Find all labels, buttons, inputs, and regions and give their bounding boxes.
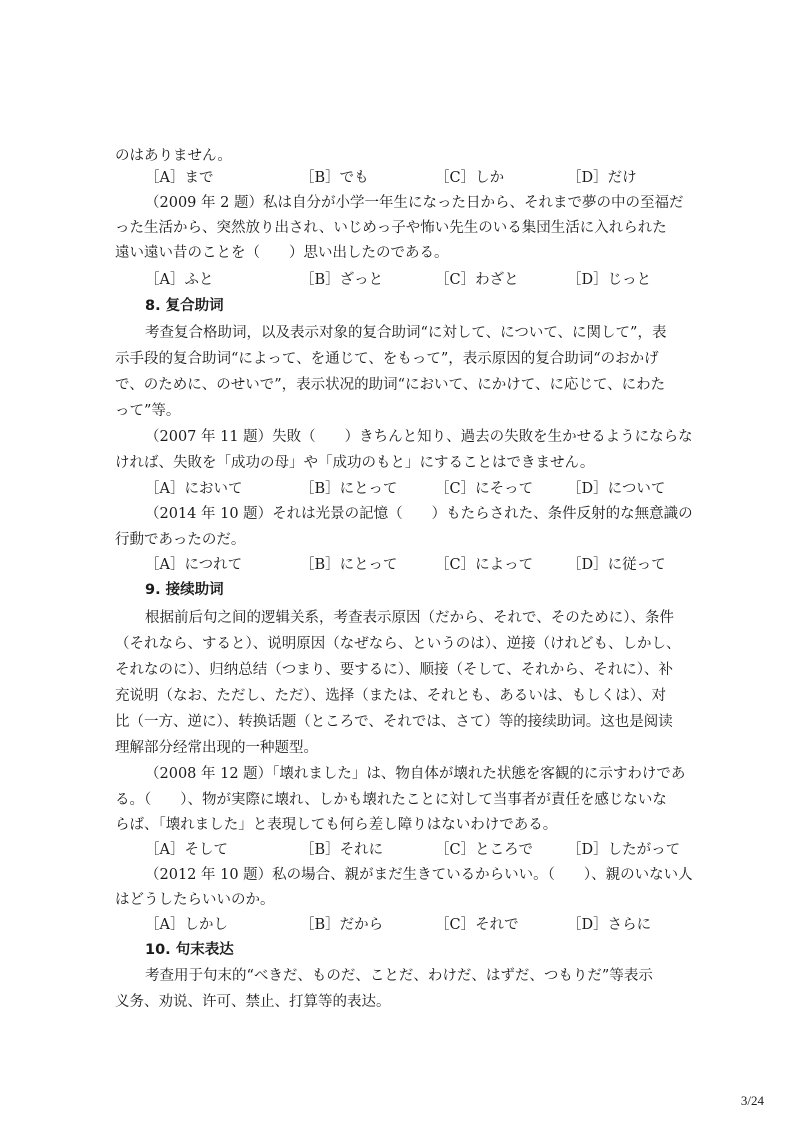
- paragraph-text: って”等。: [115, 403, 181, 419]
- text-line: のはありません。: [115, 148, 232, 164]
- question-text: らば、「壊れました」と表現しても何ら差し障りはないわけである。: [115, 817, 558, 833]
- question-text: ければ、失敗を「成功の母」や「成功のもと」にすることはできません。: [115, 455, 595, 471]
- option-b: ［B］にとって: [300, 481, 398, 497]
- option-d: ［D］について: [567, 481, 666, 497]
- section-heading: 9. 接续助词: [145, 582, 224, 598]
- question-text: 遠い遠い昔のことを（ ）思い出したのである。: [115, 245, 449, 261]
- page-number: 3/24: [740, 1093, 764, 1108]
- option-a: ［A］ふと: [145, 272, 214, 288]
- option-a: ［A］において: [145, 481, 243, 497]
- question-text: （2009 年 2 题）私は自分が小学一年生になった日から、それまで夢の中の至福だ: [145, 195, 684, 211]
- section-heading: 10. 句末表达: [145, 942, 234, 958]
- option-d: ［D］だけ: [567, 170, 637, 186]
- paragraph-text: 考查复合格助词，以及表示对象的复合助词“に対して、について、に関して”，表: [145, 325, 667, 341]
- question-text: （2007 年 11 题）失敗（ ）きちんと知り、過去の失敗を生かせるようにならな: [145, 429, 693, 445]
- paragraph-text: 理解部分经常出现的一种题型。: [115, 740, 318, 756]
- option-a: ［A］しかし: [145, 917, 228, 933]
- option-a: ［A］につれて: [145, 557, 243, 573]
- paragraph-text: 示手段的复合助词“によって、を通じて、をもって”，表示原因的复合助词“のおかげ: [115, 351, 659, 367]
- option-b: ［B］ざっと: [300, 272, 384, 288]
- option-c: ［C］ところで: [435, 842, 533, 858]
- option-b: ［B］それに: [300, 842, 384, 858]
- paragraph-text: 义务、劝说、许可、禁止、打算等的表达。: [115, 994, 391, 1010]
- question-text: （2012 年 10 题）私の場合、親がまだ生きているからいい。（ ）、親のいない人: [145, 867, 693, 883]
- answer-options: [145, 915, 705, 935]
- option-d: ［D］さらに: [567, 917, 652, 933]
- answer-options: [145, 840, 705, 860]
- paragraph-text: （それなら、すると）、说明原因（なぜなら、というのは）、逆接（けれども、しかし、: [115, 636, 681, 652]
- option-c: ［C］しか: [435, 170, 505, 186]
- answer-options: [145, 555, 705, 575]
- section-heading: 8. 复合助词: [145, 298, 224, 314]
- question-text: （2008 年 12 题）「壊れました」は、物自体が壊れた状態を客観的に示すわけであ: [145, 766, 686, 782]
- paragraph-text: 根据前后句之间的逻辑关系，考查表示原因（だから、それで、そのために）、条件: [145, 610, 674, 626]
- paragraph-text: 考查用于句末的“べきだ、ものだ、ことだ、わけだ、はずだ、つもりだ”等表示: [145, 968, 653, 984]
- paragraph-text: で、のために、のせいで”，表示状况的助词“において、にかけて、に応じて、にわた: [115, 377, 666, 393]
- paragraph-text: 比（一方、逆に）、转换话题（ところで、それでは、さて）等的接续助词。这也是阅读: [115, 714, 673, 730]
- option-b: ［B］にとって: [300, 557, 398, 573]
- option-c: ［C］によって: [435, 557, 534, 573]
- question-text: る。（ ）、物が実際に壊れ、しかも壊れたことに対して当事者が責任を感じないな: [115, 792, 667, 808]
- answer-options: [145, 168, 705, 188]
- option-d: ［D］したがって: [567, 842, 681, 858]
- option-a: ［A］そして: [145, 842, 228, 858]
- option-c: ［C］それで: [435, 917, 519, 933]
- answer-options: [145, 270, 705, 290]
- question-text: 行動であったのだ。: [115, 532, 246, 548]
- question-text: はどうしたらいいのか。: [115, 892, 275, 908]
- option-d: ［D］に従って: [567, 557, 666, 573]
- question-text: った生活から、突然放り出され、いじめっ子や怖い先生のいる集団生活に入れられた: [115, 220, 667, 236]
- option-d: ［D］じっと: [567, 272, 652, 288]
- question-text: （2014 年 10 题）それは光景の記憶（ ）もたらされた、条件反射的な無意識の: [145, 506, 693, 522]
- option-a: ［A］まで: [145, 170, 214, 186]
- paragraph-text: それなのに）、归纳总结（つまり、要するに）、顺接（そして、それから、それに）、补: [115, 662, 673, 678]
- option-c: ［C］わざと: [435, 272, 519, 288]
- option-b: ［B］だから: [300, 917, 384, 933]
- paragraph-text: 充说明（なお、ただし、ただ）、选择（または、それとも、あるいは、もしくは）、对: [115, 688, 666, 704]
- answer-options: [145, 479, 705, 499]
- option-b: ［B］でも: [300, 170, 369, 186]
- option-c: ［C］にそって: [435, 481, 534, 497]
